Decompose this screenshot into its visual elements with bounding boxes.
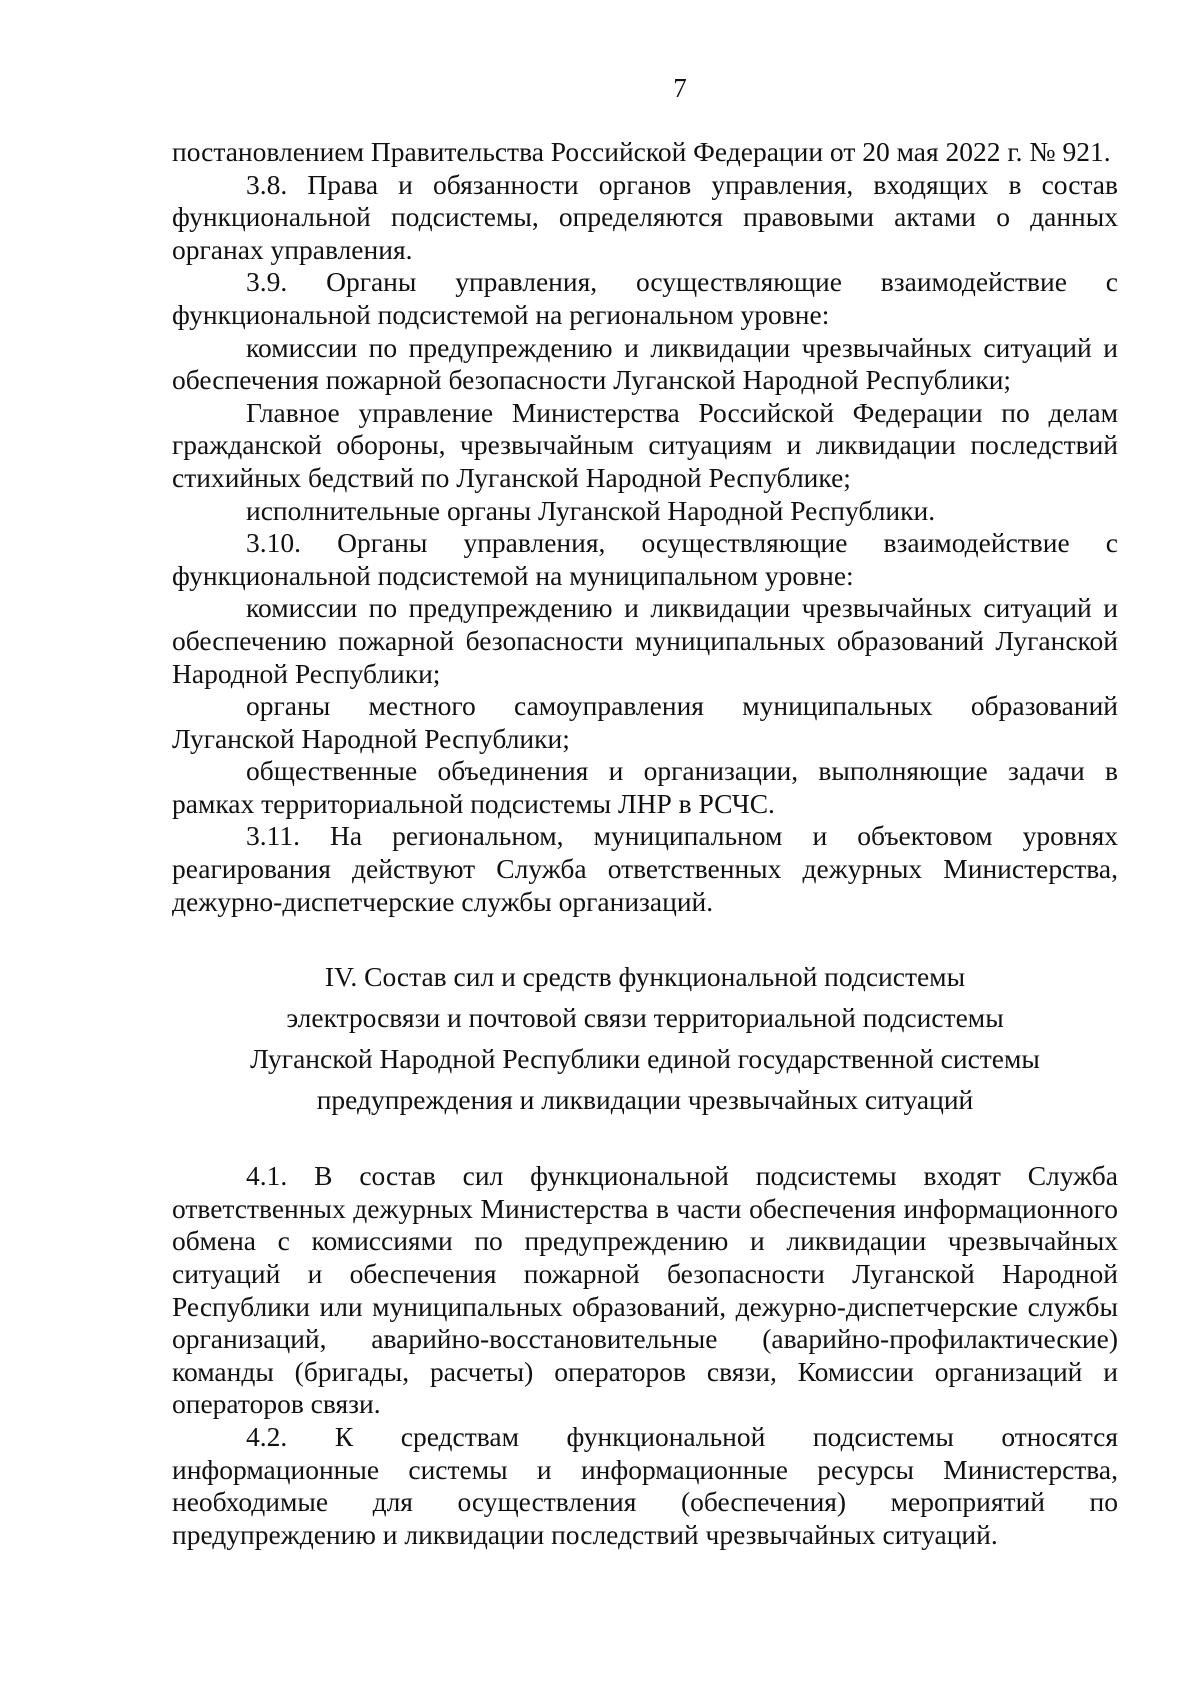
- paragraph-3-9: 3.9. Органы управления, осуществляющие взаимодействие с функциональной подсистемой на региональном уровне:: [172, 266, 1118, 330]
- paragraph-3-10-item-3: общественные объединения и организации, выполняющие задачи в рамках территориальной подсистемы ЛНР в РСЧС.: [172, 755, 1118, 819]
- paragraph-3-10-item-1: комиссии по предупреждению и ликвидации чрезвычайных ситуаций и обеспечению пожарной безопасности муниципальных образований Луганской Народной Республики;: [172, 592, 1118, 689]
- paragraph-3-8: 3.8. Права и обязанности органов управления, входящих в состав функциональной подсистемы, определяются правовыми актами о данных органах управления.: [172, 168, 1118, 265]
- section-heading-line-1: IV. Состав сил и средств функциональной подсистемы: [324, 961, 966, 993]
- paragraph-3-11: 3.11. На региональном, муниципальном и объектовом уровнях реагирования действуют Служба ответственных дежурных Министерства, дежурно-диспетчерские службы организаций.: [172, 820, 1118, 917]
- section-heading-line-4: предупреждения и ликвидации чрезвычайных ситуаций: [316, 1084, 974, 1116]
- page-number: 7: [673, 73, 687, 103]
- paragraph-4-2: 4.2. К средствам функциональной подсистемы относятся информационные системы и информационные ресурсы Министерства, необходимые для осуществления (обеспечения) мероприятий по предупреждению и ликвидации последствий чрезвычайных ситуаций.: [172, 1421, 1118, 1550]
- paragraph-3-9-item-3: исполнительные органы Луганской Народной Республики.: [246, 494, 936, 526]
- paragraph-3-9-item-1: комиссии по предупреждению и ликвидации чрезвычайных ситуаций и обеспечения пожарной безопасности Луганской Народной Республики;: [172, 331, 1118, 396]
- document-body: [172, 136, 1118, 1551]
- section-heading-line-2: электросвязи и почтовой связи территориальной подсистемы: [286, 1002, 1004, 1034]
- paragraph-4-1: 4.1. В состав сил функциональной подсистемы входят Служба ответственных дежурных Министерства в части обеспечения информационного обмена с комиссиями по предупреждению и ликвидации чрезвычайных ситуаций и обеспечения пожарной безопасности Луганской Народной Республики или муниципальных образований, дежурно-диспетчерские службы организаций, аварийно-восстановительные (аварийно-профилактические) команды (бригады, расчеты) операторов связи, Комиссии организаций и операторов связи.: [172, 1160, 1118, 1420]
- paragraph-3-10-item-2: органы местного самоуправления муниципальных образований Луганской Народной Республики;: [172, 690, 1118, 754]
- paragraph-3-10: 3.10. Органы управления, осуществляющие взаимодействие с функциональной подсистемой на муниципальном уровне:: [172, 527, 1118, 591]
- paragraph-continuation: постановлением Правительства Российской Федерации от 20 мая 2022 г. № 921.: [172, 136, 1111, 167]
- paragraph-3-9-item-2: Главное управление Министерства Российской Федерации по делам гражданской обороны, чрезвычайным ситуациям и ликвидации последствий стихийных бедствий по Луганской Народной Республике;: [172, 396, 1118, 493]
- section-heading: [172, 956, 1118, 1120]
- section-heading-line-3: Луганской Народной Республики единой государственной системы: [250, 1043, 1040, 1075]
